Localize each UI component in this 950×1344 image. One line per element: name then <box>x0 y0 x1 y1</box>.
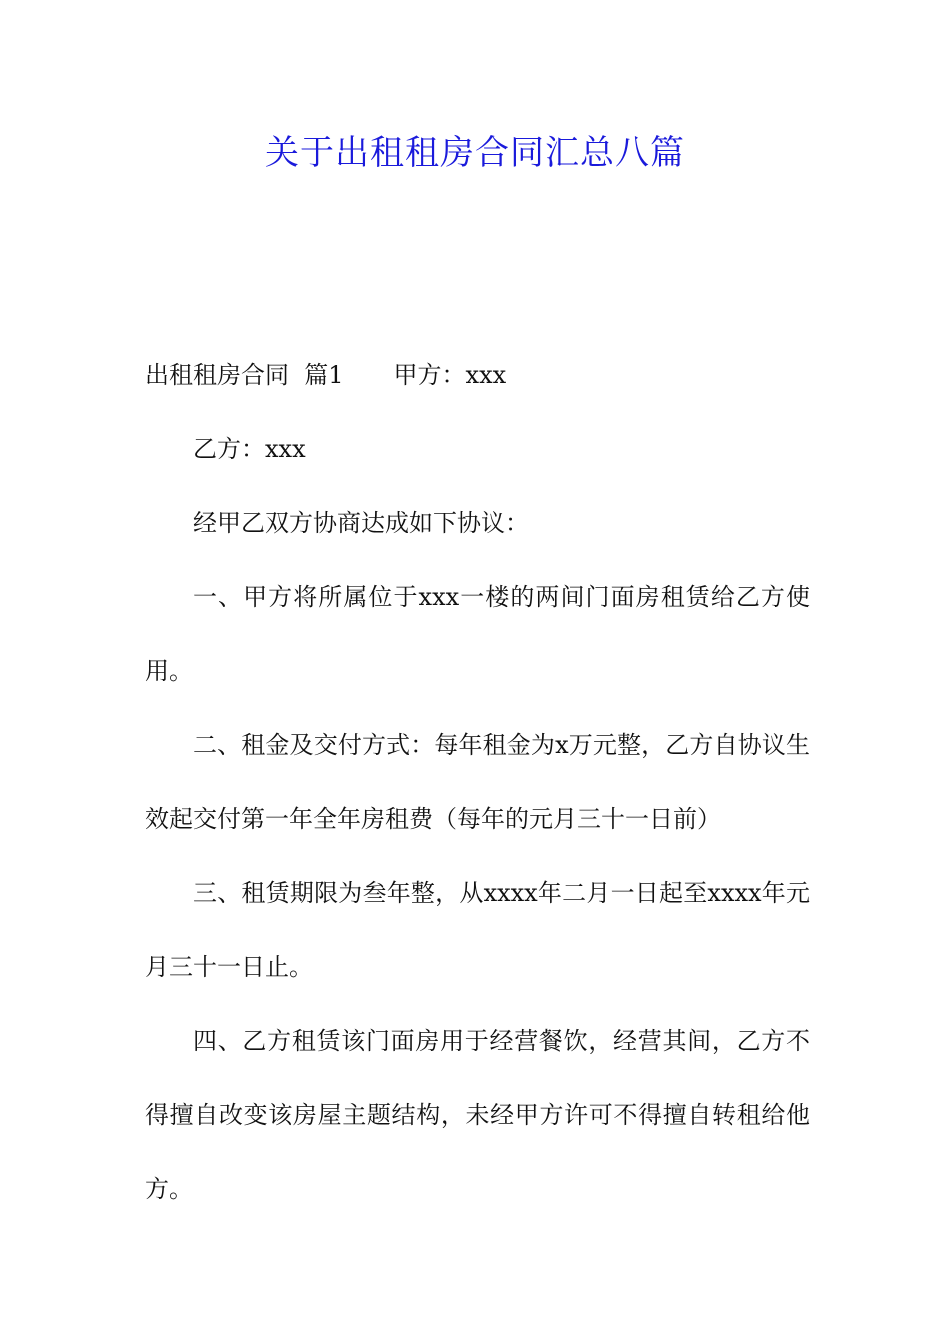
paragraph-intro: 经甲乙双方协商达成如下协议： <box>193 509 529 537</box>
paragraph-party-b: 乙方：xxx <box>193 435 306 463</box>
paragraph-clause-4: 四、乙方租赁该门面房用于经营餐饮，经营其间，乙方不得擅自改变该房屋主题结构，未经甲方许可不得擅自转租给他方。 <box>145 1027 810 1203</box>
paragraph-clause-3: 三、租赁期限为叁年整，从xxxx年二月一日起至xxxx年元月三十一日止。 <box>145 879 810 981</box>
paragraph-clause-1: 一、甲方将所属位于xxx一楼的两间门面房租赁给乙方使用。 <box>145 583 810 685</box>
document-body <box>145 338 810 1226</box>
section-label: 出租租房合同 篇1 <box>145 361 344 389</box>
heading-line <box>145 338 810 412</box>
paragraph-clause-2: 二、租金及交付方式：每年租金为x万元整，乙方自协议生效起交付第一年全年房租费（每年的元月三十一日前） <box>145 731 810 833</box>
document-title: 关于出租租房合同汇总八篇 <box>265 133 685 173</box>
party-a-label: 甲方：xxx <box>393 361 507 389</box>
